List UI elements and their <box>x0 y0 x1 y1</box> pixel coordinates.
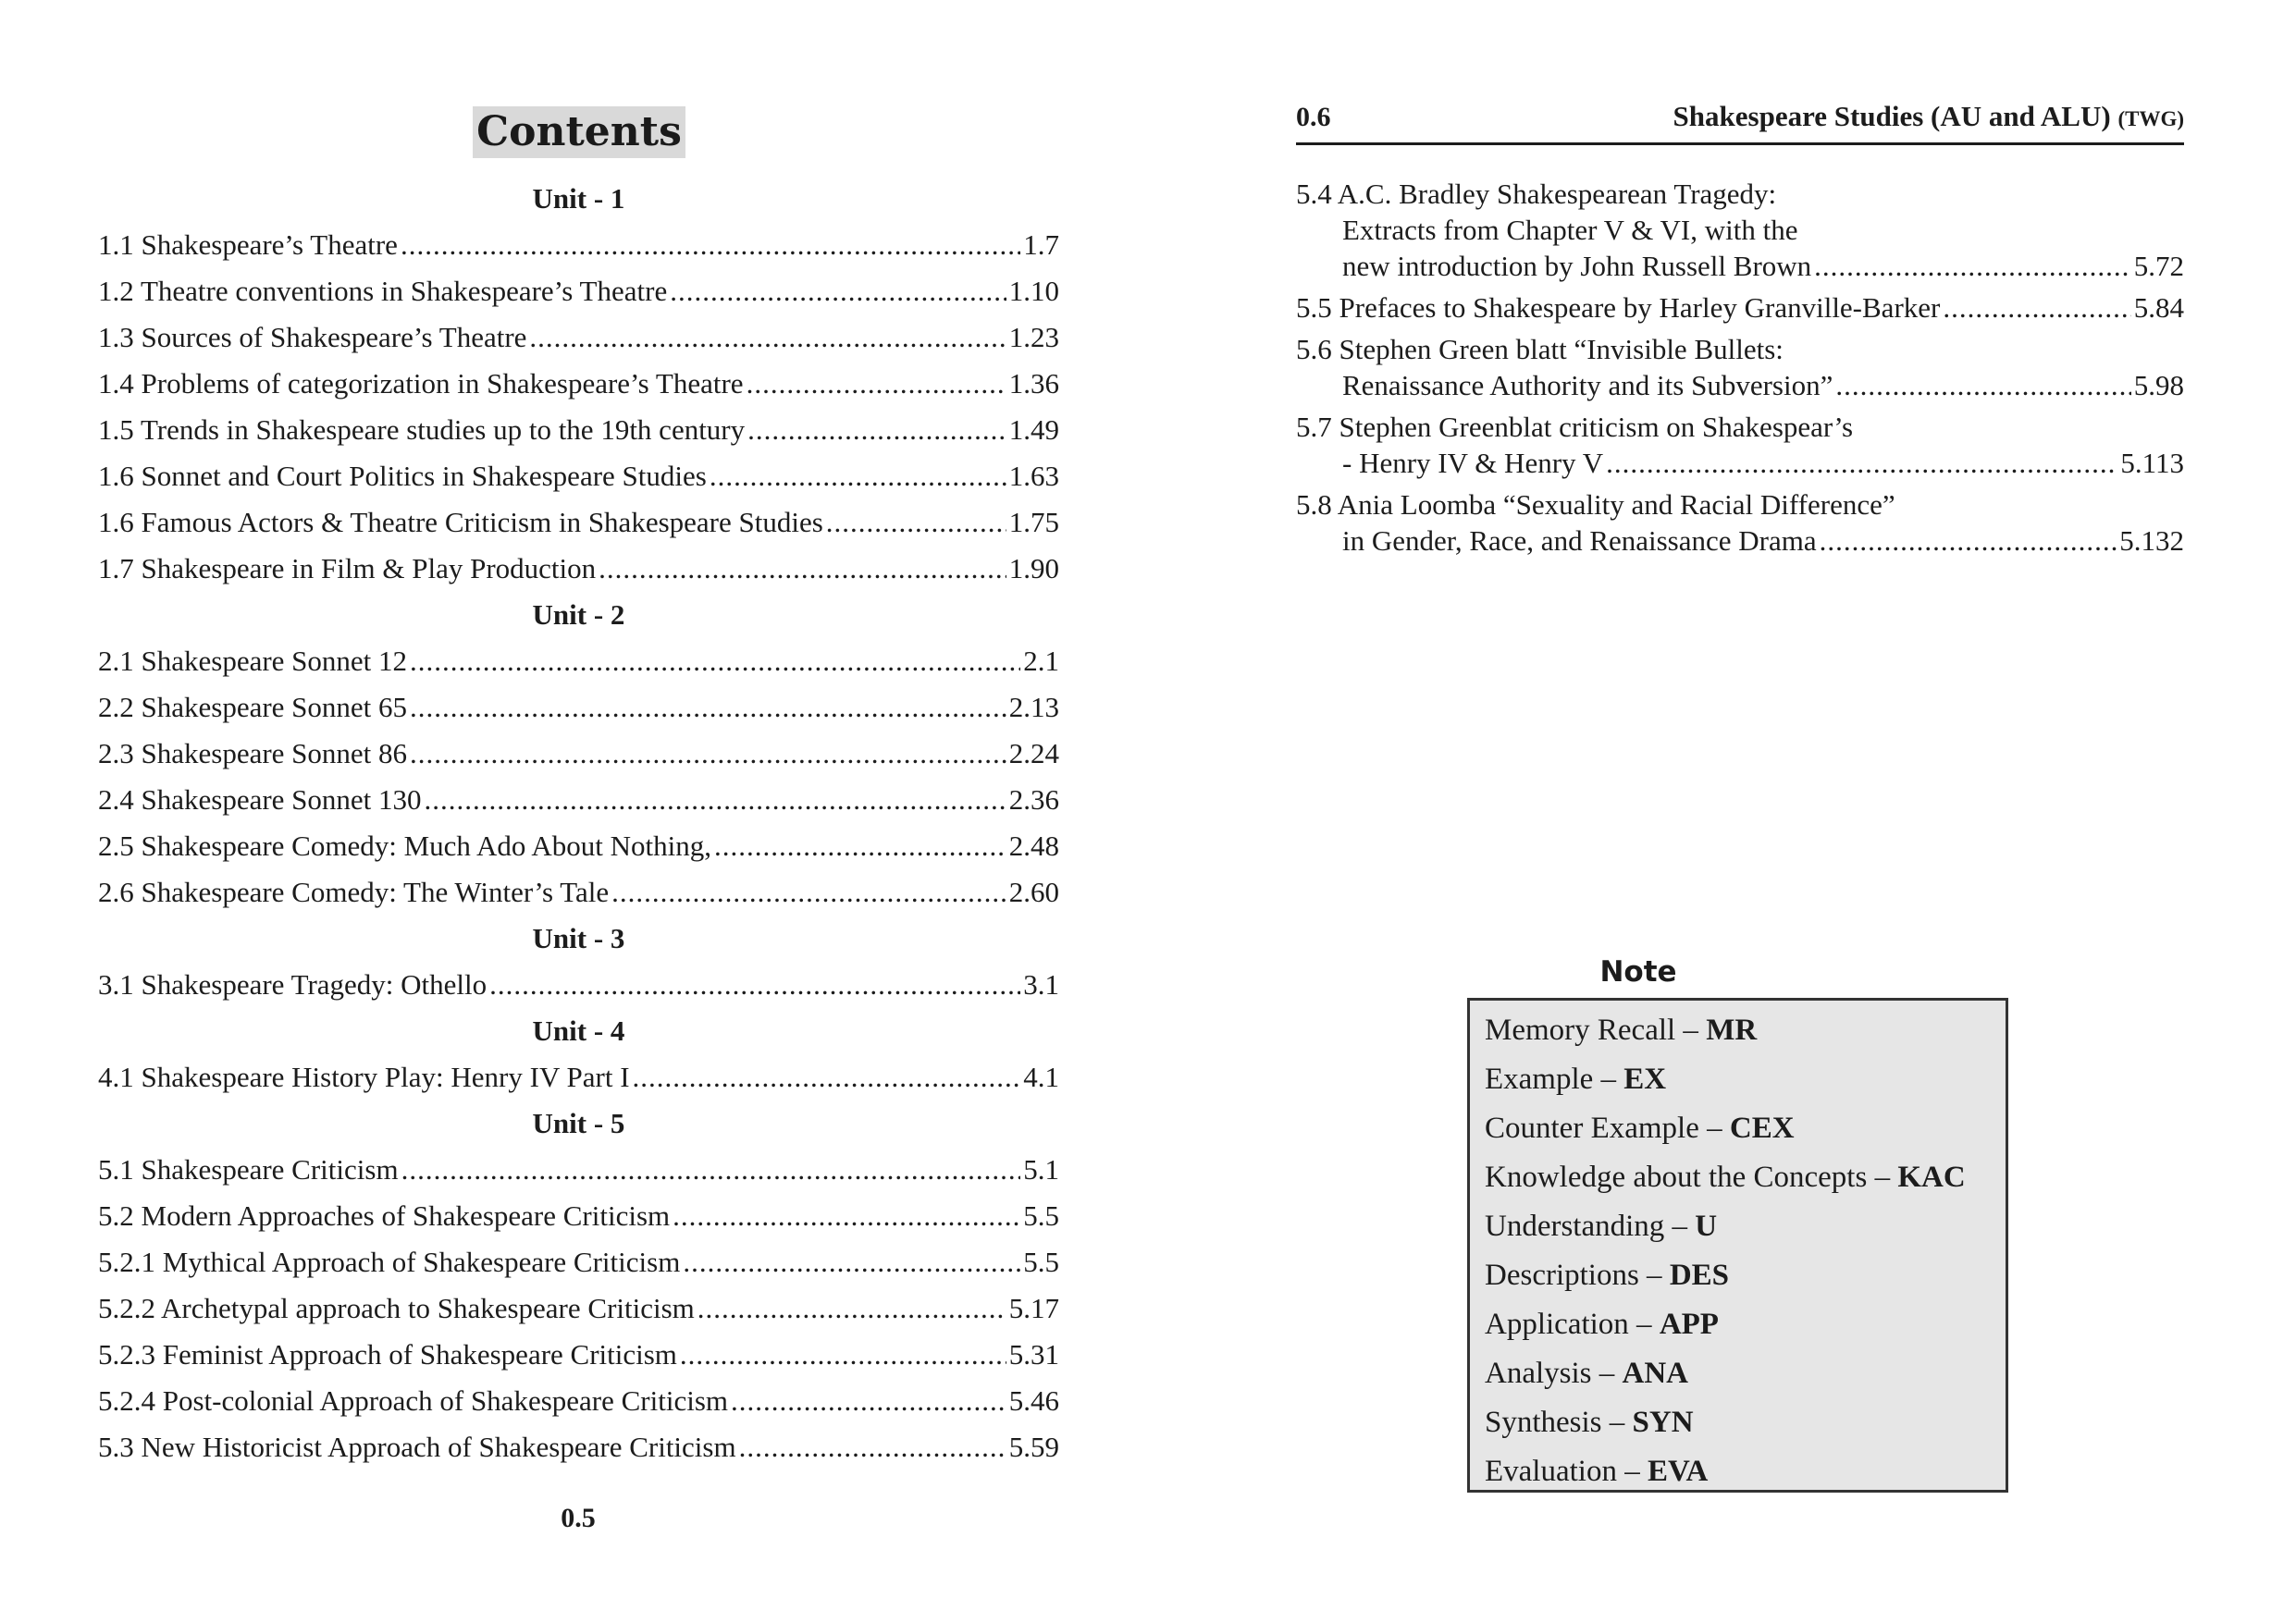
entry-title: 3.1 Shakespeare Tragedy: Othello <box>98 968 488 1001</box>
note-item <box>1485 1006 2006 1055</box>
entry-title: 5.1 Shakespeare Criticism <box>98 1153 399 1186</box>
note-label: Analysis – <box>1485 1357 1623 1390</box>
entry-page: 1.10 <box>1008 275 1059 307</box>
toc-entry <box>98 1332 1059 1378</box>
entry-title-line: 5.5 Prefaces to Shakespeare by Harley Granville-Barker <box>1296 291 1941 324</box>
entry-page: 2.36 <box>1008 783 1059 816</box>
note-code: EVA <box>1647 1455 1709 1488</box>
entry-page: 2.13 <box>1008 691 1059 723</box>
toc-entry <box>98 638 1059 684</box>
dot-leader <box>710 453 1006 499</box>
entry-page: 5.72 <box>2133 250 2184 282</box>
note-item <box>1485 1104 2006 1153</box>
entry-page: 3.1 <box>1023 968 1059 1001</box>
entry-title: 5.2.1 Mythical Approach of Shakespeare Criticism <box>98 1246 681 1278</box>
entry-page: 1.63 <box>1008 460 1059 492</box>
entry-title-line: 5.6 Stephen Green blatt “Invisible Bullets: <box>1296 333 1784 365</box>
entry-line <box>1296 289 2184 326</box>
contents-list <box>98 176 1059 1470</box>
entry-title: 2.2 Shakespeare Sonnet 65 <box>98 691 408 723</box>
unit-heading: Unit - 1 <box>532 182 625 215</box>
dot-leader <box>1835 367 2130 403</box>
entry-page: 1.75 <box>1008 506 1059 538</box>
entry-page: 5.98 <box>2133 369 2184 401</box>
toc-entry <box>1296 486 2184 559</box>
right-page <box>1148 0 2296 1623</box>
dot-leader <box>1606 445 2117 481</box>
dot-leader <box>826 499 1006 546</box>
dot-leader <box>410 638 1020 684</box>
toc-entry <box>98 361 1059 407</box>
dot-leader <box>1820 523 2117 559</box>
dot-leader <box>739 1424 1006 1470</box>
toc-entry <box>98 962 1059 1008</box>
note-code: SYN <box>1632 1406 1694 1439</box>
entry-title-line: new introduction by John Russell Brown <box>1342 250 1812 282</box>
entry-title-line: Extracts from Chapter V & VI, with the <box>1342 214 1798 246</box>
entry-title: 1.7 Shakespeare in Film & Play Production <box>98 552 597 584</box>
entry-page: 1.7 <box>1023 228 1059 261</box>
entry-line <box>1296 367 2184 403</box>
entry-title: 5.3 New Historicist Approach of Shakespeare Criticism <box>98 1431 736 1463</box>
note-code: MR <box>1706 1014 1758 1047</box>
page-number: 0.5 <box>561 1503 596 1533</box>
note-code: KAC <box>1897 1161 1966 1194</box>
note-code: ANA <box>1622 1357 1688 1390</box>
entry-page: 5.5 <box>1023 1246 1059 1278</box>
note-item <box>1485 1055 2006 1104</box>
entry-page: 1.49 <box>1008 413 1059 446</box>
toc-entry <box>98 1239 1059 1285</box>
toc-entry <box>98 869 1059 916</box>
entry-page: 2.60 <box>1008 876 1059 908</box>
note-item <box>1485 1153 2006 1202</box>
dot-leader <box>670 268 1006 314</box>
toc-entry <box>1296 289 2184 326</box>
toc-entry <box>98 1378 1059 1424</box>
toc-entry <box>1296 409 2184 481</box>
dot-leader <box>714 823 1006 869</box>
entry-page: 2.48 <box>1008 830 1059 862</box>
entry-page: 2.24 <box>1008 737 1059 769</box>
entry-line <box>1296 523 2184 559</box>
note-item <box>1485 1202 2006 1251</box>
entry-title: 2.1 Shakespeare Sonnet 12 <box>98 645 408 677</box>
contents-list-continued <box>1296 176 2184 564</box>
dot-leader <box>401 222 1020 268</box>
dot-leader <box>683 1239 1020 1285</box>
entry-page: 5.5 <box>1023 1199 1059 1232</box>
entry-page: 5.132 <box>2119 524 2184 557</box>
note-code: CEX <box>1729 1112 1795 1145</box>
dot-leader <box>1814 248 2131 284</box>
note-item <box>1485 1349 2006 1398</box>
note-label: Knowledge about the Concepts – <box>1485 1161 1898 1194</box>
dot-leader <box>633 1054 1021 1100</box>
dot-leader <box>489 962 1020 1008</box>
dot-leader <box>425 777 1006 823</box>
note-item <box>1485 1447 2006 1496</box>
entry-title-line: Renaissance Authority and its Subversion” <box>1342 369 1833 401</box>
entry-page: 5.46 <box>1008 1384 1059 1417</box>
toc-entry <box>98 684 1059 731</box>
dot-leader <box>680 1332 1006 1378</box>
unit-heading: Unit - 3 <box>532 922 625 954</box>
note-code: APP <box>1659 1308 1719 1341</box>
entry-title: 1.2 Theatre conventions in Shakespeare’s Theatre <box>98 275 668 307</box>
toc-entry <box>98 777 1059 823</box>
entry-title: 5.2.2 Archetypal approach to Shakespeare Criticism <box>98 1292 695 1324</box>
note-item <box>1485 1398 2006 1447</box>
toc-entry <box>98 453 1059 499</box>
note-title: Note <box>1599 955 1677 989</box>
dot-leader <box>410 731 1006 777</box>
entry-title-line: - Henry IV & Henry V <box>1342 447 1604 479</box>
entry-page: 1.90 <box>1008 552 1059 584</box>
entry-page: 4.1 <box>1023 1061 1059 1093</box>
entry-title: 1.3 Sources of Shakespeare’s Theatre <box>98 321 527 353</box>
toc-entry <box>98 1147 1059 1193</box>
dot-leader <box>697 1285 1006 1332</box>
toc-entry <box>98 1193 1059 1239</box>
note-label: Example – <box>1485 1063 1624 1096</box>
dot-leader <box>673 1193 1020 1239</box>
entry-page: 5.113 <box>2120 447 2184 479</box>
contents-title: Contents <box>473 106 685 158</box>
entry-line <box>1296 445 2184 481</box>
note-code: DES <box>1669 1259 1730 1292</box>
entry-page: 5.31 <box>1008 1338 1059 1371</box>
entry-title: 4.1 Shakespeare History Play: Henry IV Part I <box>98 1061 630 1093</box>
book-code: (TWG) <box>2117 107 2184 130</box>
entry-title: 5.2.3 Feminist Approach of Shakespeare Criticism <box>98 1338 677 1371</box>
note-label: Understanding – <box>1485 1210 1696 1243</box>
dot-leader <box>747 361 1006 407</box>
header-book-title <box>1673 100 2184 133</box>
toc-entry <box>1296 331 2184 403</box>
toc-entry <box>98 546 1059 592</box>
dot-leader <box>1943 289 2130 326</box>
entry-title: 1.1 Shakespeare’s Theatre <box>98 228 398 261</box>
dot-leader <box>731 1378 1006 1424</box>
note-label: Counter Example – <box>1485 1112 1730 1145</box>
running-header <box>1296 100 2184 145</box>
entry-title-line: in Gender, Race, and Renaissance Drama <box>1342 524 1817 557</box>
entry-title: 2.3 Shakespeare Sonnet 86 <box>98 737 408 769</box>
toc-entry <box>98 731 1059 777</box>
toc-entry <box>98 823 1059 869</box>
toc-entry <box>98 268 1059 314</box>
entry-title: 1.6 Famous Actors & Theatre Criticism in Shakespeare Studies <box>98 506 823 538</box>
toc-entry <box>98 1285 1059 1332</box>
entry-title: 2.5 Shakespeare Comedy: Much Ado About Nothing, <box>98 830 711 862</box>
entry-title: 1.5 Trends in Shakespeare studies up to the 19th century <box>98 413 746 446</box>
unit-heading: Unit - 4 <box>532 1014 625 1047</box>
entry-page: 1.23 <box>1008 321 1059 353</box>
entry-page: 5.84 <box>2133 291 2184 324</box>
unit-heading: Unit - 2 <box>532 598 625 631</box>
entry-page: 5.1 <box>1023 1153 1059 1186</box>
toc-entry <box>98 1054 1059 1100</box>
toc-entry <box>98 314 1059 361</box>
note-label: Evaluation – <box>1485 1455 1648 1488</box>
entry-page: 1.36 <box>1008 367 1059 400</box>
note-label: Memory Recall – <box>1485 1014 1707 1047</box>
dot-leader <box>611 869 1006 916</box>
note-label: Application – <box>1485 1308 1660 1341</box>
note-box <box>1467 998 2008 1493</box>
note-label: Synthesis – <box>1485 1406 1633 1439</box>
entry-title: 1.6 Sonnet and Court Politics in Shakespeare Studies <box>98 460 707 492</box>
entry-title: 2.6 Shakespeare Comedy: The Winter’s Tale <box>98 876 610 908</box>
note-code: U <box>1695 1210 1718 1243</box>
entry-title-line: 5.8 Ania Loomba “Sexuality and Racial Difference” <box>1296 488 1895 521</box>
header-page-number: 0.6 <box>1296 102 1331 132</box>
entry-line <box>1296 248 2184 284</box>
book-title-text: Shakespeare Studies (AU and ALU) <box>1673 100 2111 132</box>
entry-title: 5.2.4 Post-colonial Approach of Shakespeare Criticism <box>98 1384 729 1417</box>
dot-leader <box>747 407 1006 453</box>
entry-title-line: 5.4 A.C. Bradley Shakespearean Tragedy: <box>1296 178 1777 210</box>
entry-page: 2.1 <box>1023 645 1059 677</box>
unit-heading: Unit - 5 <box>532 1107 625 1139</box>
entry-page: 5.17 <box>1008 1292 1059 1324</box>
toc-entry <box>98 407 1059 453</box>
note-item <box>1485 1251 2006 1300</box>
entry-title: 2.4 Shakespeare Sonnet 130 <box>98 783 422 816</box>
dot-leader <box>529 314 1006 361</box>
entry-title-line: 5.7 Stephen Greenblat criticism on Shakespear’s <box>1296 411 1854 443</box>
toc-entry <box>1296 176 2184 284</box>
note-code: EX <box>1623 1063 1667 1096</box>
entry-title: 1.4 Problems of categorization in Shakespeare’s Theatre <box>98 367 744 400</box>
toc-entry <box>98 1424 1059 1470</box>
entry-page: 5.59 <box>1008 1431 1059 1463</box>
toc-entry <box>98 222 1059 268</box>
note-item <box>1485 1300 2006 1349</box>
note-label: Descriptions – <box>1485 1259 1670 1292</box>
entry-title: 5.2 Modern Approaches of Shakespeare Criticism <box>98 1199 671 1232</box>
dot-leader <box>401 1147 1021 1193</box>
dot-leader <box>410 684 1006 731</box>
toc-entry <box>98 499 1059 546</box>
dot-leader <box>599 546 1006 592</box>
